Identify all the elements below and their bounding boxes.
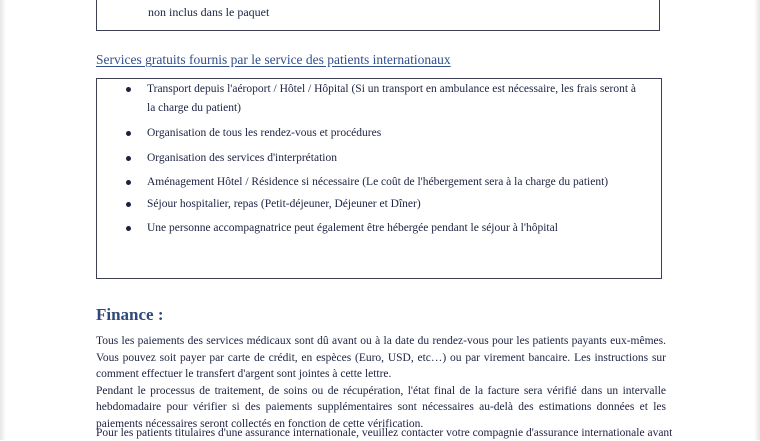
free-services-box [96,78,662,279]
bullet-icon [126,131,131,136]
finance-paragraph: Tous les paiements des services médicaux sont dû avant ou à la date du rendez-vous pour les patients payants eux-mêmes. Vous pouvez soit payer par carte de crédit, en espèces (Euro, USD, etc…) ou par virement bancaire. Les instructions sur comment effectuer le transfert d'argent sont jointes à cette lettre. [96,335,666,381]
package-exclusions-text: non inclus dans le paquet [148,5,270,19]
service-item-text: Séjour hospitalier, repas (Petit-déjeuner, Déjeuner et Dîner) [147,198,421,210]
package-exclusions-box [96,0,660,31]
bullet-icon [126,180,131,185]
bullet-icon [126,87,131,92]
service-item-text: Transport depuis l'aéroport / Hôtel / Hôpital (Si un transport en ambulance est nécessaire, les frais seront à la charge du patient) [147,83,636,114]
finance-cutoff-line [96,427,673,440]
service-item-text: Organisation de tous les rendez-vous et procédures [147,127,382,139]
finance-heading: Finance : [96,305,164,324]
bullet-icon [126,202,131,207]
service-item-transport [147,80,643,118]
service-item-companion [147,219,643,238]
free-services-heading: Services gratuits fournis par le service des patients internationaux [96,52,451,67]
service-item-text: Organisation des services d'interprétation [147,152,337,164]
service-item-appointments [147,124,643,143]
finance-body [96,333,666,433]
service-item-text: Une personne accompagnatrice peut également être hébergée pendant le séjour à l'hôpital [147,222,558,234]
finance-cutoff-text: Pour les patients titulaires d'une assurance internationale, veuillez contacter votre compagnie d'assurance internationale avant [96,427,673,439]
bullet-icon [126,226,131,231]
service-item-accommodation [147,173,643,192]
page-edge-shadow-right [754,0,760,440]
bullet-icon [126,156,131,161]
finance-paragraph: Pendant le processus de traitement, de soins ou de récupération, l'état final de la facture sera vérifié dans un intervalle hebdomadaire pour vérifier si des paiements supplémentaires sont nécessaires au-delà des estimations données et les paiements nécessaires seront collectés en fonction de cette vérification. [96,384,666,430]
service-item-interpretation [147,149,643,168]
page-edge-shadow-left [0,0,6,440]
service-item-hospital-stay [147,195,643,214]
service-item-text: Aménagement Hôtel / Résidence si nécessaire (Le coût de l'hébergement sera à la charge du patient) [147,176,609,188]
